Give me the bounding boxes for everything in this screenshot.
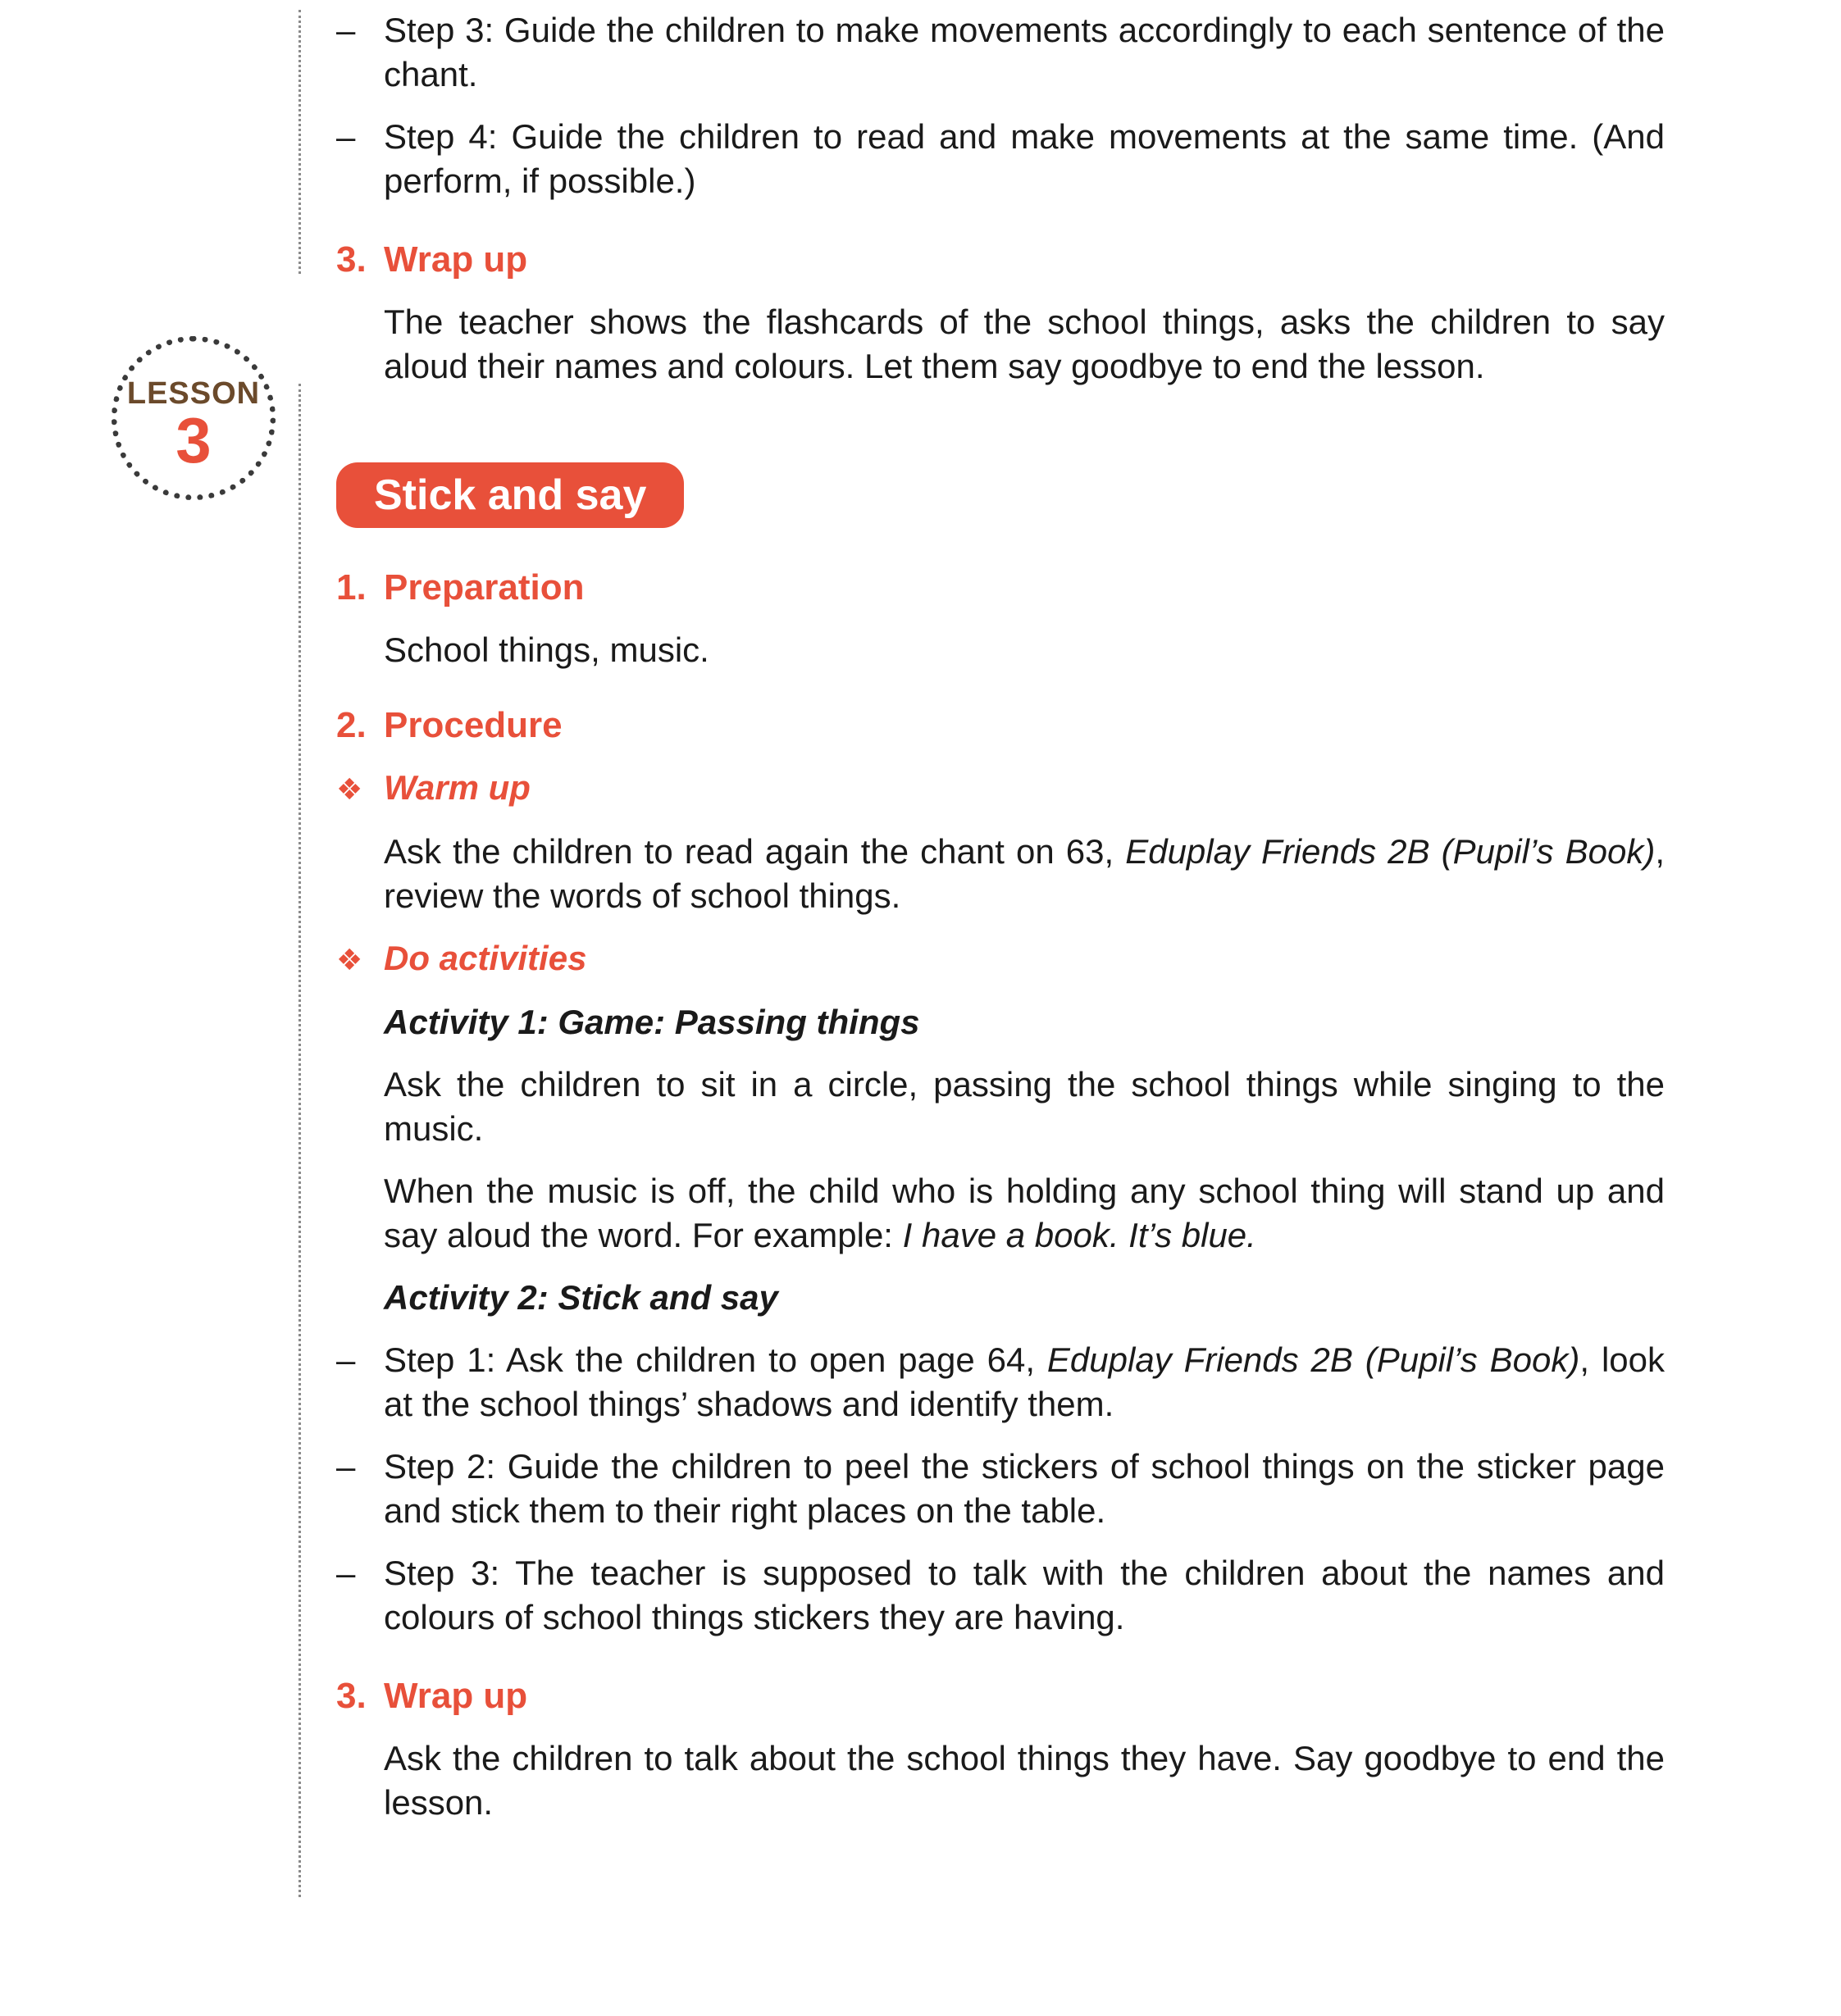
do-activities-heading (336, 936, 1665, 982)
preparation-heading (336, 566, 1665, 610)
activity-1-para-1: Ask the children to sit in a circle, passing the school things while singing to the music. (384, 1065, 1665, 1148)
text-run: Step 1: Ask the children to open page 64, (384, 1340, 1047, 1379)
heading-number: 3. (336, 239, 367, 280)
dotted-margin-rule-top (298, 10, 301, 274)
heading-number: 3. (336, 1676, 367, 1716)
heading-number: 2. (336, 705, 367, 745)
subheading-title: Do activities (384, 939, 587, 977)
activity-1-title: Activity 1: Game: Passing things (384, 1003, 920, 1041)
heading-title: Procedure (384, 705, 563, 745)
lesson-content (336, 0, 1665, 1843)
top-wrap-up-text: The teacher shows the flashcards of the school things, asks the children to say aloud their names and colours. Let them say goodbye to end the lesson. (384, 303, 1665, 385)
book-title: Eduplay Friends 2B (Pupil’s Book) (1125, 832, 1656, 871)
top-wrap-up-heading (336, 238, 1665, 282)
preparation-text: School things, music. (384, 630, 709, 669)
top-step-3 (336, 8, 1665, 97)
step-text: Step 2: Guide the children to peel the stickers of school things on the sticker page and stick them to their right places on the table. (384, 1447, 1665, 1530)
text-run: When the music is off, the child who is holding any school thing will stand up and say aloud the word. For example: (384, 1172, 1665, 1254)
dash-bullet: – (336, 1554, 356, 1592)
activity-2-step-2 (336, 1445, 1665, 1533)
diamond-bullet-icon: ❖ (336, 772, 363, 806)
dash-bullet: – (336, 117, 356, 156)
lesson-badge (112, 336, 276, 500)
warm-up-text (336, 830, 1665, 918)
step-text: Step 3: The teacher is supposed to talk with the children about the names and colours of school things stickers they are having. (384, 1554, 1665, 1636)
example-sentence: I have a book. It’s blue. (902, 1216, 1256, 1254)
activity-2-step-3 (336, 1551, 1665, 1640)
lesson-badge-label: LESSON (126, 376, 261, 411)
top-step-4 (336, 115, 1665, 203)
step-text: Step 3: Guide the children to make movements accordingly to each sentence of the chant. (384, 11, 1665, 93)
wrap-up-heading (336, 1674, 1665, 1718)
procedure-heading (336, 703, 1665, 748)
dash-bullet: – (336, 1447, 356, 1486)
subheading-title: Warm up (384, 768, 531, 807)
dash-bullet: – (336, 1340, 356, 1379)
section-title-pill: Stick and say (336, 462, 684, 528)
heading-title: Wrap up (384, 239, 528, 280)
heading-title: Preparation (384, 567, 585, 608)
diamond-bullet-icon: ❖ (336, 943, 363, 976)
activity-2-step-1 (336, 1338, 1665, 1427)
activity-1-para-2 (336, 1169, 1665, 1258)
warm-up-heading (336, 766, 1665, 812)
text-run: , look at the school things’ shadows and identify them. (384, 1340, 1665, 1423)
heading-number: 1. (336, 567, 367, 608)
lesson-badge-number: 3 (175, 404, 212, 476)
text-run: , review the words of school things. (384, 832, 1665, 915)
dash-bullet: – (336, 11, 356, 49)
text-run: Ask the children to read again the chant on 63, (384, 832, 1126, 871)
wrap-up-text: Ask the children to talk about the school things they have. Say goodbye to end the lesson. (384, 1739, 1665, 1822)
step-text: Step 4: Guide the children to read and make movements at the same time. (And perform, if possible.) (384, 117, 1665, 200)
activity-2-title: Activity 2: Stick and say (384, 1278, 778, 1317)
heading-title: Wrap up (384, 1676, 528, 1716)
book-title: Eduplay Friends 2B (Pupil’s Book) (1046, 1340, 1580, 1379)
dotted-margin-rule-main (298, 384, 301, 1897)
